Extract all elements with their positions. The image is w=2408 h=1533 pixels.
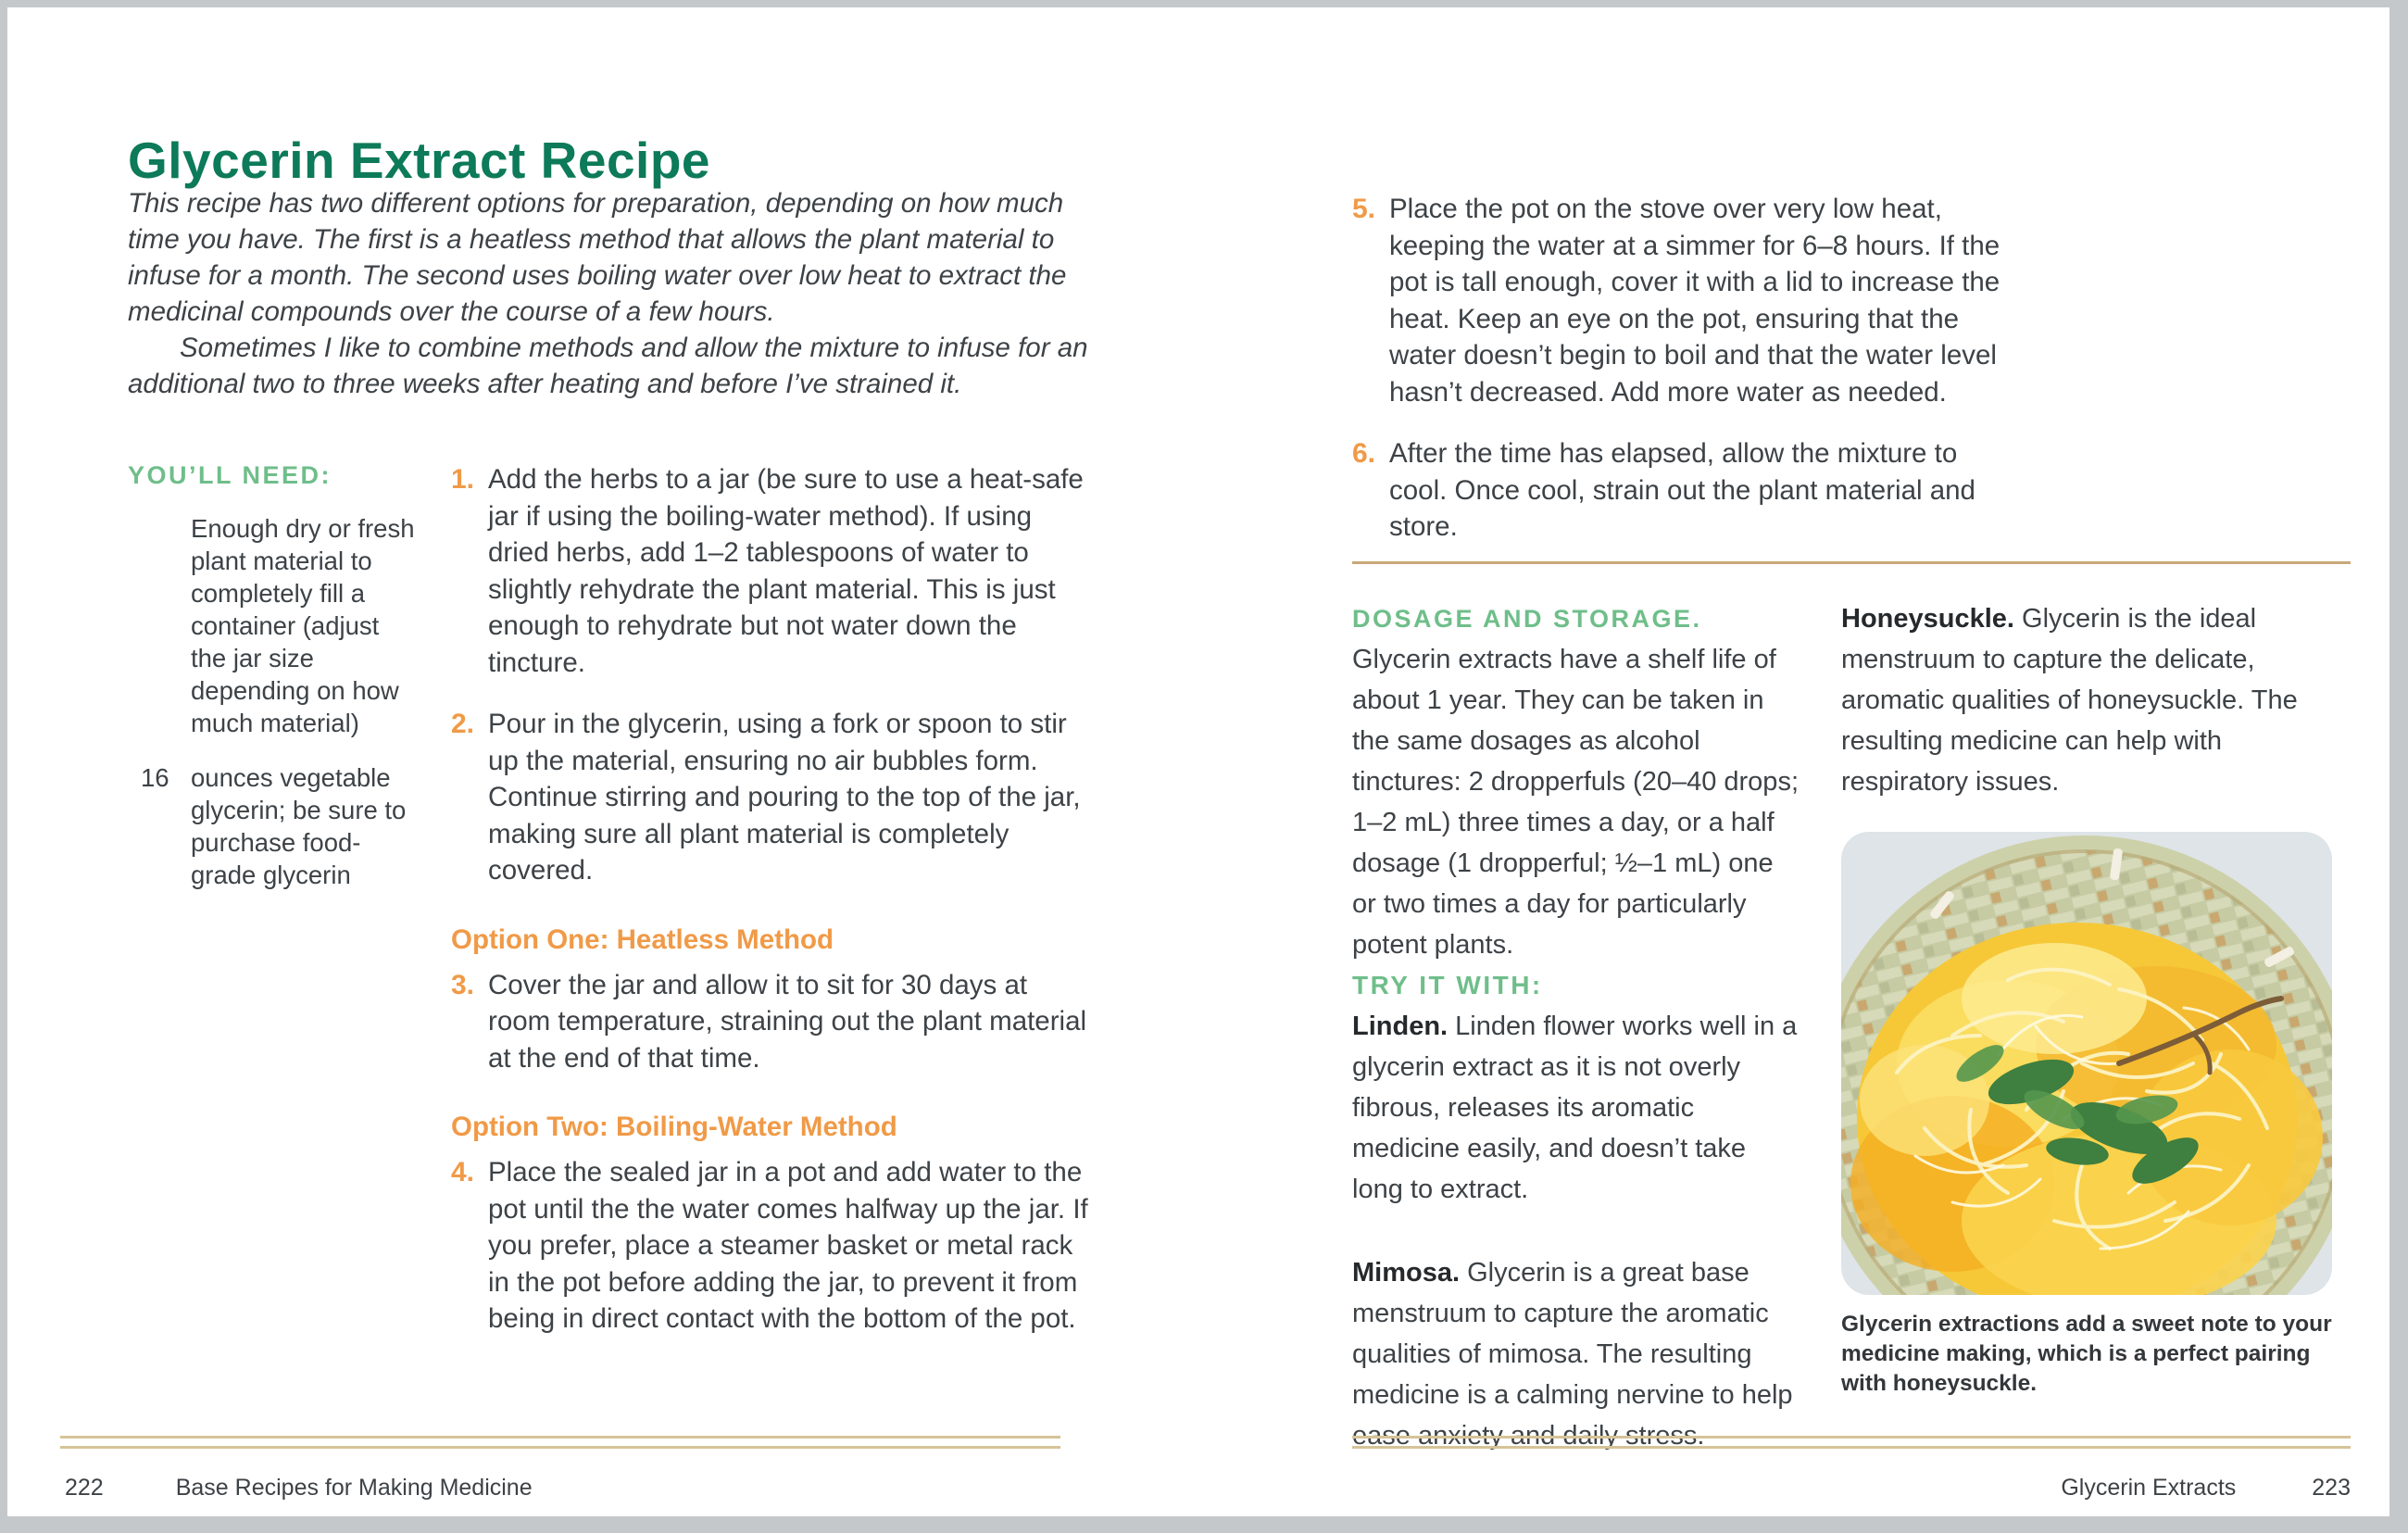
pairing-name: Linden. <box>1352 1012 1449 1041</box>
section-divider-rule <box>1352 561 2351 564</box>
step-text: Place the sealed jar in a pot and add water to the pot until the the water comes halfway up the jar. If you prefer, place a steamer basket or metal rack in the pot before adding the jar, to prevent it from being in direct contact with the bottom of the pot. <box>488 1157 1088 1334</box>
intro-paragraph-1: This recipe has two different options for preparation, depending on how much time you have. The first is a heatless method that allows the plant material to infuse for a month. The second uses boiling water over low heat to extract the medicinal compounds over the course of a few hours. <box>128 188 1067 327</box>
right-footer <box>1352 1475 2351 1502</box>
option-one-heading: Option One: Heatless Method <box>451 924 834 955</box>
step-number: 5. <box>1352 194 1376 224</box>
pairing-text: Linden flower works well in a glycerin extract as it is not overly fibrous, releases its aromatic medicine easily, and doesn’t take long to extract. <box>1352 1012 1798 1204</box>
right-footer-rule <box>1352 1436 2351 1449</box>
ingredient-text: ounces vegetable glycerin; be sure to purchase food-grade glycerin <box>191 763 407 889</box>
dosage-text: Glycerin extracts have a shelf life of about 1 year. They can be taken in the same dosages as alcohol tinctures: 2 dropperfuls (20–40 drops; 1–2 mL) three times a day, or a half dosage (1 dropperful; ½–1 mL) one or two times a day for particularly potent plants. <box>1352 645 1799 960</box>
pairing-text: Glycerin is the ideal menstruum to capture the delicate, aromatic qualities of honeysuckle. The resulting medicine can help with respiratory issues. <box>1841 604 2298 797</box>
ingredient-item <box>128 512 420 739</box>
dosage-column <box>1352 598 1802 1456</box>
pairing-name: Honeysuckle. <box>1841 604 2014 634</box>
try-it-with-heading: TRY IT WITH: <box>1352 971 1543 999</box>
step-number: 3. <box>451 969 475 1000</box>
step-text: Cover the jar and allow it to sit for 30 days at room temperature, straining out the plant material at the end of that time. <box>488 969 1087 1074</box>
dosage-paragraph <box>1352 598 1802 965</box>
step-text: Pour in the glycerin, using a fork or spoon to stir up the material, ensuring no air bubbles form. Continue stirring and pouring to the top of the jar, making sure all plant material is completely covered. <box>488 709 1081 886</box>
left-footer <box>65 1475 533 1502</box>
step-2 <box>451 706 1091 889</box>
ingredient-text: Enough dry or fresh plant material to completely fill a container (adjust the jar size depending on how much material) <box>191 514 415 737</box>
dosage-and-pairings <box>1352 598 2352 1456</box>
step-number: 4. <box>451 1157 475 1187</box>
left-running-head: Base Recipes for Making Medicine <box>175 1475 533 1501</box>
pairing-name: Mimosa. <box>1352 1258 1461 1288</box>
option-two-heading: Option Two: Boiling-Water Method <box>451 1112 897 1142</box>
intro-paragraph-2: Sometimes I like to combine methods and allow the mixture to infuse for an additional two to three weeks after heating and before I’ve strained it. <box>128 333 1088 399</box>
step-6 <box>1352 435 2000 546</box>
honeysuckle-basket-photo <box>1841 832 2332 1295</box>
left-footer-rule <box>60 1436 1060 1449</box>
step-text: After the time has elapsed, allow the mixture to cool. Once cool, strain out the plant material and store. <box>1389 438 1975 542</box>
left-page-number: 222 <box>65 1475 104 1501</box>
step-4 <box>451 1154 1091 1338</box>
ingredients-section <box>128 461 420 1363</box>
step-number: 2. <box>451 709 475 739</box>
step-text: Add the herbs to a jar (be sure to use a heat-safe jar if using the boiling-water method). If using dried herbs, add 1–2 tablespoons of water to slightly rehydrate the plant material. This is just enough to rehydrate but not water down the tincture. <box>488 464 1084 678</box>
step-5 <box>1352 191 2000 410</box>
right-running-head: Glycerin Extracts <box>2061 1475 2237 1501</box>
step-text: Place the pot on the stove over very low heat, keeping the water at a simmer for 6–8 hours. If the pot is tall enough, cover it with a lid to increase the heat. Keep an eye on the pot, ensuring that the water doesn’t begin to boil and that the water level hasn’t decreased. Add more water as needed. <box>1389 194 2000 408</box>
dosage-heading: DOSAGE AND STORAGE. <box>1352 605 1702 633</box>
step-1 <box>451 461 1091 681</box>
recipe-body <box>128 461 1091 1363</box>
right-page-number: 223 <box>2312 1475 2351 1501</box>
page-title: Glycerin Extract Recipe <box>128 131 711 189</box>
ingredient-item <box>128 761 420 891</box>
step-number: 1. <box>451 464 475 495</box>
intro-paragraphs <box>128 185 1091 402</box>
pairing-linden <box>1352 1006 1802 1210</box>
pairing-mimosa <box>1352 1252 1802 1456</box>
pairing-honeysuckle <box>1841 598 2352 802</box>
honeysuckle-column <box>1841 598 2352 1456</box>
photo-caption: Glycerin extractions add a sweet note to your medicine making, which is a perfect pairing with honeysuckle. <box>1841 1312 2332 1396</box>
ingredient-quantity: 16 <box>141 763 169 792</box>
instructions-section <box>451 461 1091 1363</box>
ingredients-heading: YOU’LL NEED: <box>128 461 332 489</box>
instructions-continued <box>1352 191 2000 571</box>
step-3 <box>451 967 1091 1077</box>
step-number: 6. <box>1352 438 1376 469</box>
book-spread <box>7 7 2389 1516</box>
pairing-text: Glycerin is a great base menstruum to capture the aromatic qualities of mimosa. The resulting medicine is a calming nervine to help ease anxiety and daily stress. <box>1352 1258 1793 1451</box>
